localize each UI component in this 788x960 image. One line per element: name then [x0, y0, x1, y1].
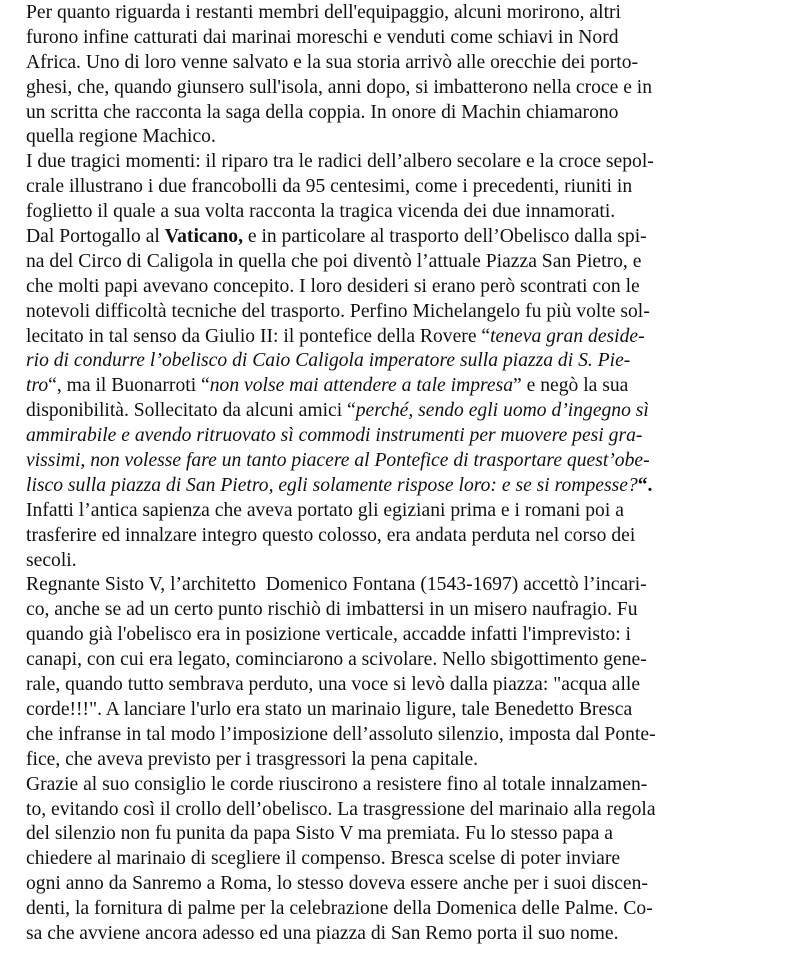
text-run: ” e negò la sua [513, 375, 629, 397]
text-line [26, 125, 774, 150]
text-run: sa che avviene ancora adesso ed una piazza di San Remo porta il suo nome. [26, 922, 619, 944]
text-line [26, 499, 774, 524]
italic-quote-text: perché, sendo egli uomo d’ingegno sì [355, 400, 649, 422]
text-run: trasferire ed innalzare integro questo colosso, era andata perduta nel corso dei [26, 524, 636, 546]
text-run: canapi, con cui era legato, cominciarono a scivolare. Nello sbigottimento gene- [26, 649, 647, 671]
text-line [26, 250, 774, 275]
text-run: rale, quando tutto sembrava perduto, una voce si levò dalla piazza: "acqua alle [26, 674, 641, 696]
text-run: che molti papi avevano concepito. I loro desideri si erano però scontrati con le [26, 275, 640, 297]
text-run: secoli. [26, 549, 77, 571]
text-line [26, 325, 774, 350]
text-line [26, 200, 774, 225]
text-line [26, 673, 774, 698]
text-run: co, anche se ad un certo punto rischiò di imbattersi in un misero naufragio. Fu [26, 599, 638, 621]
italic-quote-text: teneva gran deside- [490, 325, 645, 347]
text-run: I due tragici momenti: il riparo tra le radici dell’albero secolare e la croce sepol- [26, 151, 654, 173]
italic-quote-text: ammirabile e avendo ritruovato sì commodi instrumenti per muovere pesi gra- [26, 425, 643, 447]
text-run: ogni anno da Sanremo a Roma, lo stesso doveva essere anche per i suoi discen- [26, 873, 648, 895]
text-line [26, 872, 774, 897]
text-run: Africa. Uno di loro venne salvato e la sua storia arrivò alle orecchie dei porto- [26, 51, 639, 73]
text-run: che infranse in tal modo l’imposizione dell’assoluto silenzio, imposta dal Ponte- [26, 723, 656, 745]
text-line [26, 798, 774, 823]
text-run: “, ma il Buonarroti “ [48, 375, 210, 397]
text-run: Infatti l’antica sapienza che aveva portato gli egiziani prima e i romani poi a [26, 499, 624, 521]
text-run: Grazie al suo consiglio le corde riuscirono a resistere fino al totale innalzamen- [26, 773, 648, 795]
text-line [26, 51, 774, 76]
text-line [26, 723, 774, 748]
text-line [26, 524, 774, 549]
paragraph [26, 225, 774, 573]
text-run: denti, la fornitura di palme per la celebrazione della Domenica delle Palme. Co- [26, 898, 653, 920]
text-line [26, 474, 774, 499]
paragraph [26, 0, 774, 150]
paragraph [26, 573, 774, 772]
text-run: un scritta che racconta la saga della coppia. In onore di Machin chiamarono [26, 101, 619, 123]
text-run: e in particolare al trasporto dell’Obelisco dalla spi- [242, 226, 647, 248]
italic-quote-text: non volse mai attendere a tale impresa [209, 375, 514, 397]
bold-text: “. [637, 474, 653, 496]
text-line [26, 300, 774, 325]
paragraph [26, 773, 774, 947]
text-line [26, 101, 774, 126]
text-line [26, 822, 774, 847]
text-line [26, 374, 774, 399]
text-run: Per quanto riguarda i restanti membri dell'equipaggio, alcuni morirono, altri [26, 2, 621, 23]
text-run: Regnante Sisto V, l’architetto Domenico Fontana (1543-1697) accettò l’incari- [26, 574, 647, 596]
text-line [26, 225, 774, 250]
text-line [26, 26, 774, 51]
text-line [26, 449, 774, 474]
text-line [26, 648, 774, 673]
text-line [26, 175, 774, 200]
text-run: notevoli difficoltà tecniche del trasporto. Perfino Michelangelo fu più volte sol- [26, 300, 650, 322]
paragraph [26, 150, 774, 225]
text-run: crale illustrano i due francobolli da 95 centesimi, come i precedenti, riuniti in [26, 176, 633, 198]
text-run: corde!!!". A lanciare l'urlo era stato un marinaio ligure, tale Benedetto Bresca [26, 698, 633, 720]
text-run: fice, che aveva previsto per i trasgressori la pena capitale. [26, 748, 479, 770]
text-line [26, 922, 774, 947]
text-run: disponibilità. Sollecitato da alcuni amici “ [26, 400, 356, 422]
text-line [26, 275, 774, 300]
italic-quote-text: rio di condurre l’obelisco di Caio Caligola imperatore sulla piazza di S. Pie- [26, 350, 631, 372]
text-line [26, 698, 774, 723]
text-line [26, 349, 774, 374]
text-run: del silenzio non fu punita da papa Sisto V ma premiata. Fu lo stesso papa a [26, 823, 613, 845]
text-line [26, 773, 774, 798]
text-run: foglietto il quale a sua volta racconta la tragica vicenda dei due innamorati. [26, 201, 616, 223]
bold-text: Vaticano, [164, 226, 243, 248]
text-line [26, 399, 774, 424]
text-line [26, 150, 774, 175]
italic-quote-text: vissimi, non volesse fare un tanto piacere al Pontefice di trasportare quest’obe- [26, 450, 650, 472]
text-run: na del Circo di Caligola in quella che poi diventò l’attuale Piazza San Pietro, e [26, 250, 642, 272]
text-run: quando già l'obelisco era in posizione verticale, accadde infatti l'imprevisto: i [26, 624, 632, 646]
text-run: chiedere al marinaio di scegliere il compenso. Bresca scelse di poter inviare [26, 848, 621, 870]
text-line [26, 598, 774, 623]
italic-quote-text: tro [26, 375, 49, 397]
text-run: Dal Portogallo al [26, 226, 165, 248]
text-line [26, 424, 774, 449]
text-line [26, 897, 774, 922]
text-run: ghesi, che, quando giunsero sull'isola, anni dopo, si imbatterono nella croce e in [26, 76, 653, 98]
text-run: lecitato in tal senso da Giulio II: il pontefice della Rovere “ [26, 325, 491, 347]
text-line [26, 847, 774, 872]
text-run: quella regione Machico. [26, 126, 216, 148]
text-line [26, 1, 774, 26]
text-run: to, evitando così il crollo dell’obelisco. La trasgressione del marinaio alla regola [26, 798, 656, 820]
text-line [26, 623, 774, 648]
text-line [26, 748, 774, 773]
text-line [26, 549, 774, 574]
text-line [26, 76, 774, 101]
italic-quote-text: lisco sulla piazza di San Pietro, egli solamente rispose loro: e se si rompesse? [26, 474, 638, 496]
text-line [26, 573, 774, 598]
text-run: furono infine catturati dai marinai moreschi e venduti come schiavi in Nord [26, 26, 619, 48]
